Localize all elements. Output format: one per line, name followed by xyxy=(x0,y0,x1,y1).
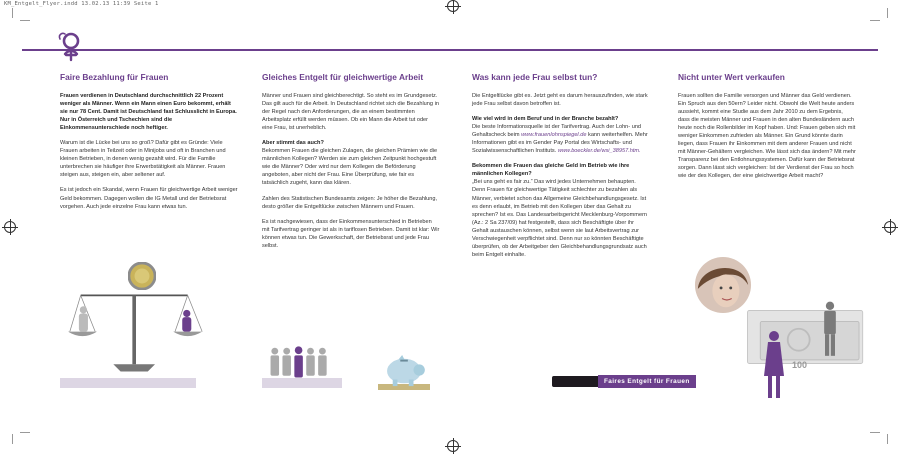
paragraph: Die Entgeltlücke gibt es. Jetzt geht es darum herauszufinden, wie stark jede Frau selbst davon betroffen ist. xyxy=(472,93,648,108)
woman-figure-icon xyxy=(762,330,786,400)
crop-mark xyxy=(12,8,13,18)
paragraph: Warum ist die Lücke bei uns so groß? Dafür gibt es Gründe: Viele Frauen arbeiten in Teilzeit oder in Minijobs und oft in Branchen und kleinen Betrieben, in denen wenig gezahlt wird. Für die Familie unterbrechen sie häufiger ihre Erwerbstätigkeit als Männer. Frauen steigen aus, steigen ein, aber seltener auf. xyxy=(60,140,226,179)
paragraph: Es ist jedoch ein Skandal, wenn Frauen für gleichwertige Arbeit weniger Geld bekommen. Dagegen wollen die IG Metall und der Betriebsrat vorgehen. Auch jede einzelne Frau kann etwas tun. xyxy=(60,187,238,210)
column-equal-pay xyxy=(262,72,440,257)
paragraph: „Bei uns geht es fair zu.“ Das wird jedes Unternehmen behaupten. Denn Frauen für gleichwertige Tätigkeit schlechter zu bezahlen als Männer, verbietet schon das Allgemeine Gleichbehandlungsgesetz. Ist es denn erlaubt, im Betrieb mit den Kollegen über das Gehalt zu sprechen? Ist es. Das Landesarbeitsgericht Mecklenburg-Vorpommern (Az.: 2 Sa 237/09) hat festgestellt, dass sich Beschäftigte über ihr Gehalt austauschen können, selbst wenn sie laut Arbeitsvertrag zur Verschwiegenheit verpflichtet sind. Denn nur so könnten Beschäftigte überprüfen, ob der Arbeitgeber den Gleichbehandlungsgrundsatz auch beim Entgelt einhalte. xyxy=(472,179,648,258)
man-figure-icon xyxy=(820,300,840,360)
woman-portrait-icon xyxy=(694,256,752,314)
paragraph xyxy=(472,123,650,155)
crop-mark xyxy=(887,8,888,18)
column-what-to-do xyxy=(472,72,650,266)
venus-logo-icon xyxy=(56,30,86,64)
paragraph-text: kann weiterhelfen. Mehr Informationen gibt es im Gender Pay Portal des Wirtschafts- und Sozialwissenschaftlichen Instituts. xyxy=(472,132,648,155)
crop-mark xyxy=(20,20,30,21)
paragraph: Zahlen des Statistischen Bundesamts zeigen: Je höher die Bezahlung, desto größer die Entgeltlücke zwischen Männern und Frauen. xyxy=(262,195,438,210)
column-title: Nicht unter Wert verkaufen xyxy=(678,72,785,82)
registration-mark xyxy=(447,440,459,452)
registration-mark xyxy=(447,0,459,12)
header-rule xyxy=(22,49,878,51)
euro-coin-icon xyxy=(128,262,156,290)
paragraph: Männer und Frauen sind gleichberechtigt. So steht es im Grundgesetz. Das gilt auch für die Arbeit. In Deutschland richtet sich die Bezahlung in der Regel nach den Anforderungen, die an einem bestimmten Arbeitsplatz erfüllt werden müssen. Ob ein Mann die Arbeit tut oder eine Frau, ist unerheblich. xyxy=(262,93,439,132)
footer-banner xyxy=(552,372,720,390)
column-title: Was kann jede Frau selbst tun? xyxy=(472,72,598,82)
paragraph: Bekommen Frauen die gleichen Zulagen, die gleichen Prämien wie die männlichen Kollegen? Werden sie zum gleichen Zeitpunkt hochgestuft wie die Männer? Oder wird nur dem Kollegen die Beförderung angeboten, aber nicht der Frau. Eine Überprüfung, wie fair es tatsächlich zugeht, kann das klären. xyxy=(262,148,438,187)
piggy-bank-icon xyxy=(380,354,430,388)
crop-mark xyxy=(20,432,30,433)
banknote-value: 100 xyxy=(792,360,808,370)
crop-mark xyxy=(12,434,13,444)
column-not-undervalued xyxy=(678,72,856,188)
paragraph: Frauen sollten die Familie versorgen und Männer das Geld verdienen. Ein Spruch aus den 50ern? Leider nicht. Obwohl die Welt heute anders aussieht, kommt eine Studie aus dem Jahr 2010 zu dem Ergebnis, dass die meisten Männer und Frauen in den alten Bundesländern auch heute noch die Rollenbilder im Kopf haben. Und: Frauen geben sich mit weniger Einkommen zufrieden als Männer. Ein Grund könnte darin liegen, dass Frauen ihr Einkommen mit dem anderer Frauen und nicht mit Männer-Gehältern vergleichen. Wie lässt sich das ändern? Mit mehr Transparenz bei den Entlohnungssystemen. Dafür kann der Betriebsrat sorgen. Dann lässt sich vergleichen: Ist der Verdienst der Frau so hoch wie der des Kollegen, der eine gleichwertige Arbeit macht? xyxy=(678,93,856,180)
column-title: Faire Bezahlung für Frauen xyxy=(60,72,169,82)
link-frauenlohnspiegel[interactable]: www.frauenlohnspiegel.de xyxy=(521,132,587,139)
subheading: Wie viel wird in dem Beruf und in der Branche bezahlt? xyxy=(472,116,619,123)
paragraph-text: Die beste Informationsquelle ist der Tarifvertrag. Auch der Lohn- und Gehaltscheck beim xyxy=(472,124,642,139)
crop-mark xyxy=(870,20,880,21)
column-title: Gleiches Entgelt für gleichwertige Arbeit xyxy=(262,72,424,82)
link-boeckler[interactable]: www.boeckler.de/wsi_38957.htm. xyxy=(557,148,641,155)
registration-mark xyxy=(884,221,896,233)
banner-label: Faires Entgelt für Frauen xyxy=(598,375,696,388)
paragraph: Es ist nachgewiesen, dass der Einkommensunterschied in Betrieben mit Tarifvertrag geringer ist als in tariflosen Betrieben. Damit ist klar: Wir können etwas tun. Die Gewerkschaft, der Betriebsrat und jede Frau selbst. xyxy=(262,218,440,249)
subheading: Aber stimmt das auch? xyxy=(262,140,324,147)
subheading: Bekommen die Frauen das gleiche Geld im Betrieb wie ihre männlichen Kollegen? xyxy=(472,163,630,178)
column-fair-pay xyxy=(60,72,238,218)
crop-mark xyxy=(887,434,888,444)
print-slug: KM_Entgelt_Flyer.indd 13.02.13 11:39 Seite 1 xyxy=(4,1,159,7)
people-group-icon xyxy=(262,346,342,380)
registration-mark xyxy=(4,221,16,233)
intro-paragraph: Frauen verdienen in Deutschland durchschnittlich 22 Prozent weniger als Männer. Wenn ein Mann einen Euro bekommt, erhält sie nur 78 Cent. Damit ist Deutschland fast Schlusslicht in Europa. Nur in Österreich und Tschechien sind die Einkommensunterschiede noch heftiger. xyxy=(60,93,237,132)
crop-mark xyxy=(870,432,880,433)
